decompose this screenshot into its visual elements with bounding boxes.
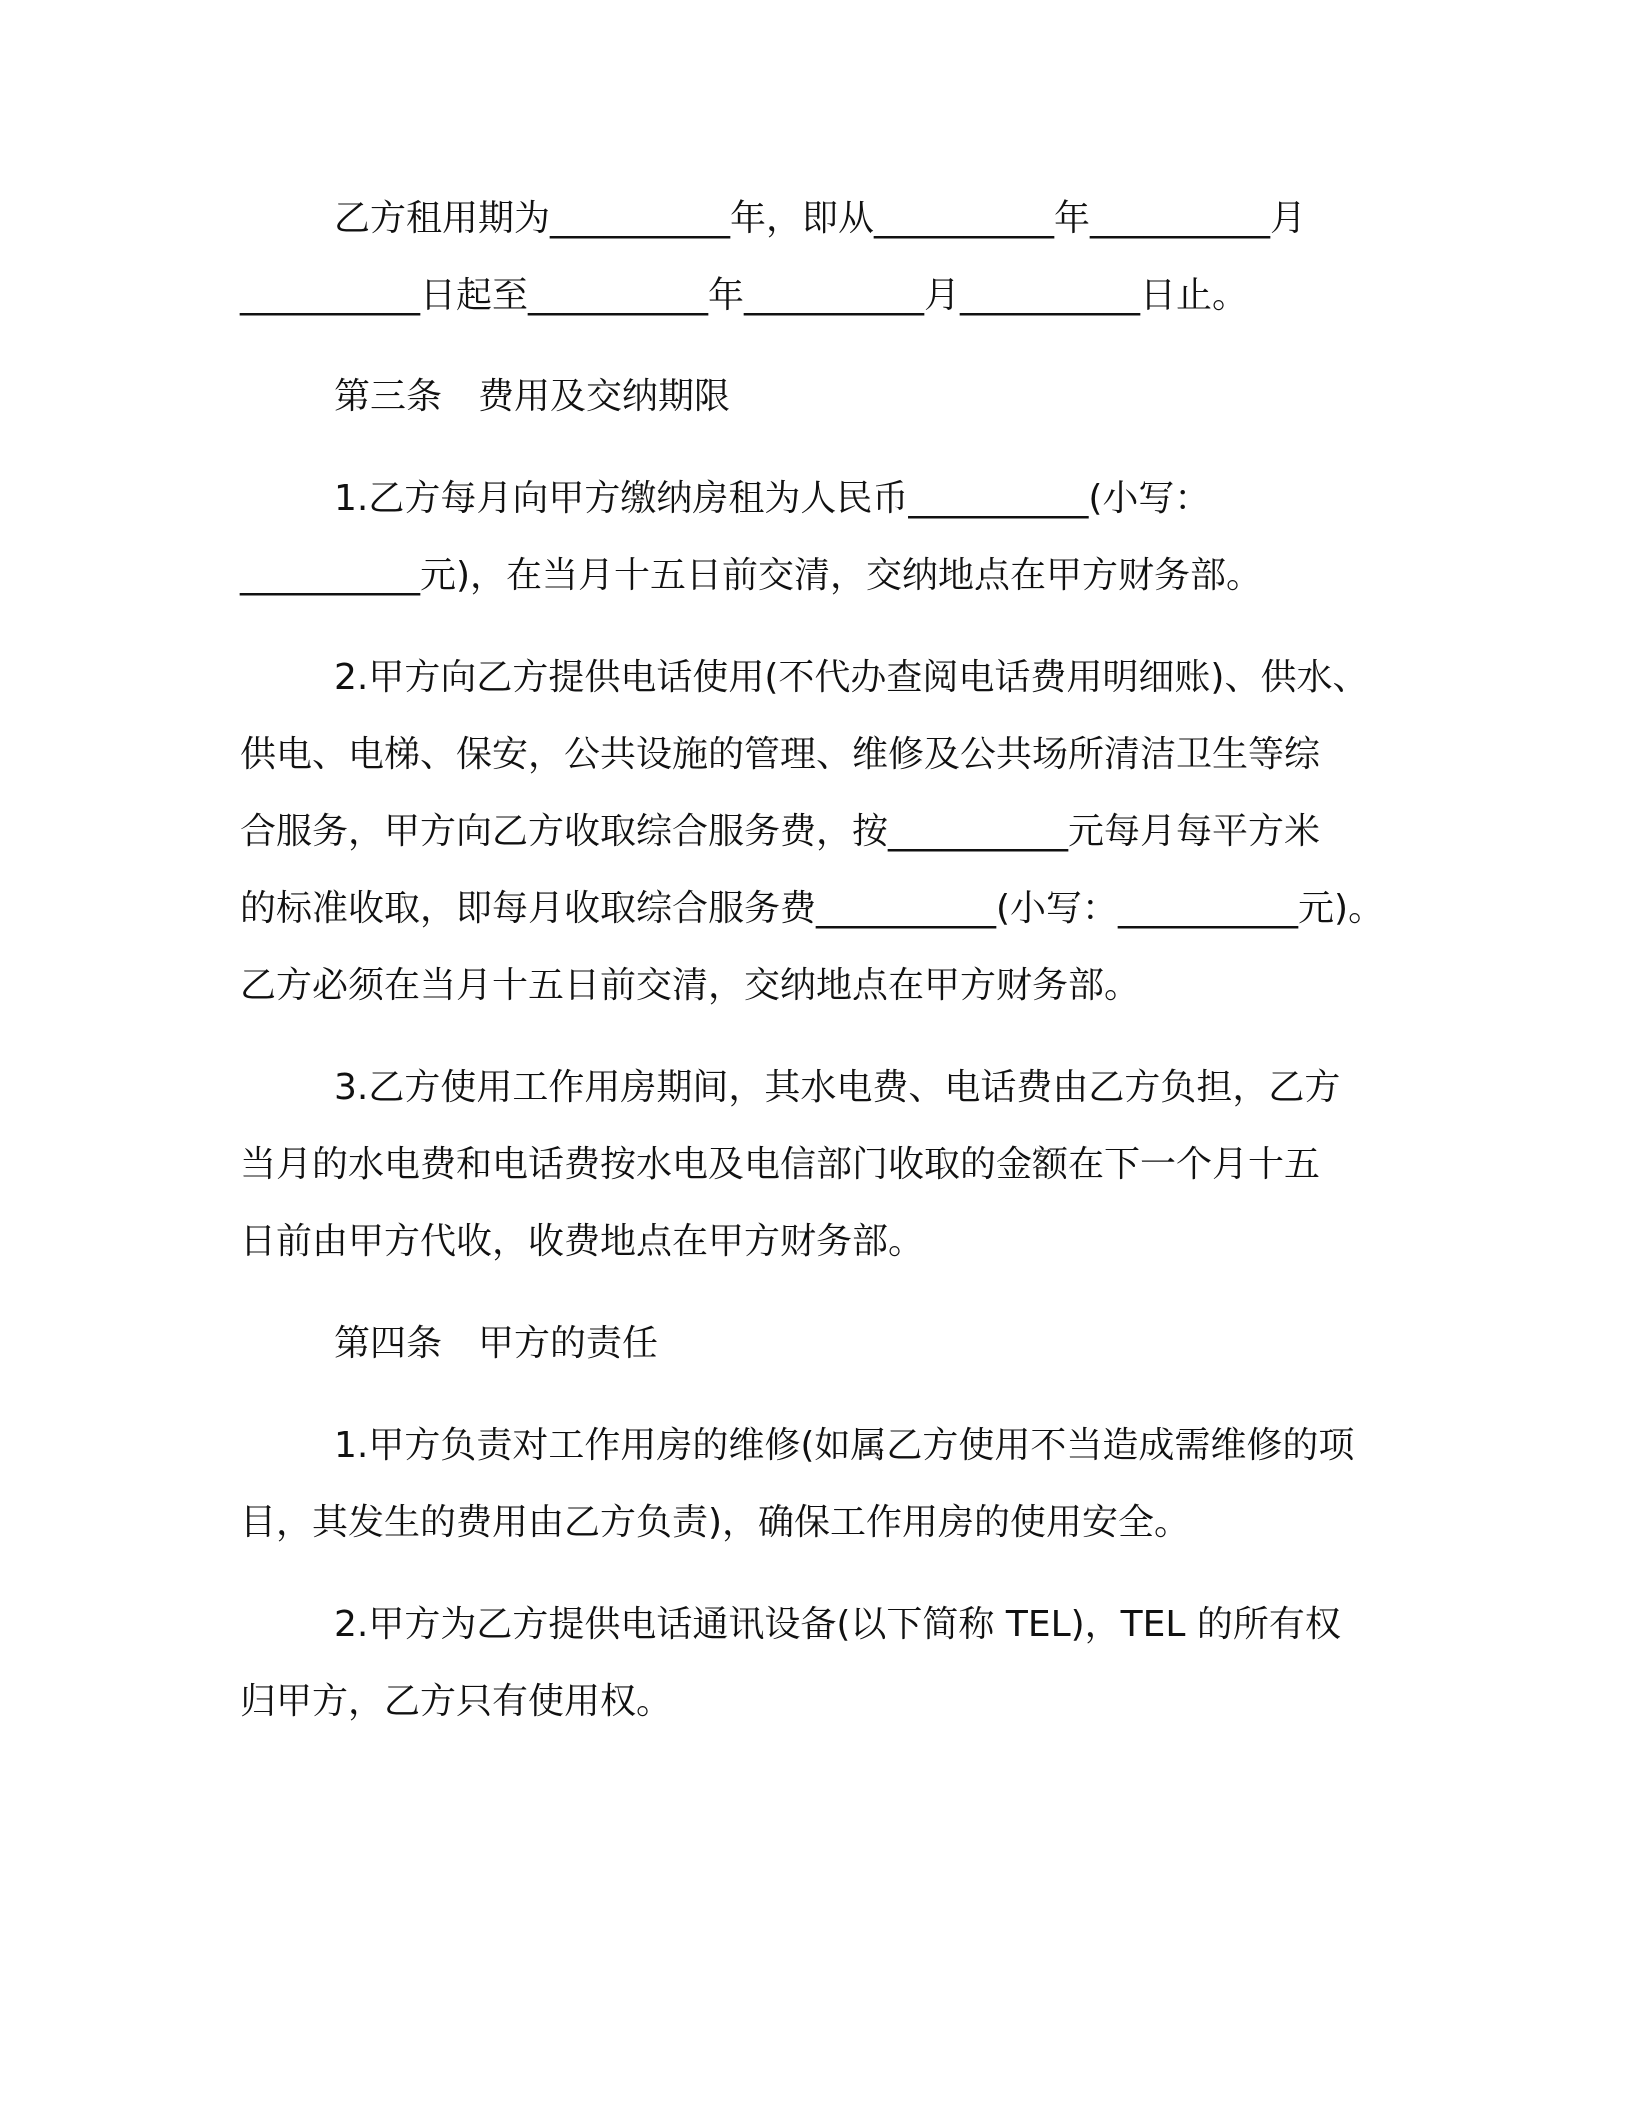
text-line: 归甲方，乙方只有使用权。 xyxy=(240,1681,673,1722)
text-line: __________元)，在当月十五日前交清，交纳地点在甲方财务部。 xyxy=(240,555,1263,596)
text-line: 2.甲方为乙方提供电话通讯设备(以下简称 TEL)，TEL 的所有权 xyxy=(334,1604,1341,1645)
text-line: 日前由甲方代收，收费地点在甲方财务部。 xyxy=(240,1221,925,1262)
text-line: __________日起至__________年__________月__________日止。 xyxy=(240,275,1249,316)
text-line: 3.乙方使用工作用房期间，其水电费、电话费由乙方负担，乙方 xyxy=(334,1067,1341,1108)
text-line: 目，其发生的费用由乙方负责)，确保工作用房的使用安全。 xyxy=(240,1502,1191,1543)
text-line: 2.甲方向乙方提供电话使用(不代办查阅电话费用明细账)、供水、 xyxy=(334,657,1369,698)
section-heading: 第三条 费用及交纳期限 xyxy=(334,376,731,417)
text-line: 当月的水电费和电话费按水电及电信部门收取的金额在下一个月十五 xyxy=(240,1144,1321,1185)
text-line: 供电、电梯、保安，公共设施的管理、维修及公共场所清洁卫生等综 xyxy=(240,734,1321,775)
text-line: 乙方租用期为__________年，即从__________年__________月 xyxy=(334,198,1307,239)
text-line: 1.乙方每月向甲方缴纳房租为人民币__________(小写： xyxy=(334,478,1211,519)
text-line: 乙方必须在当月十五日前交清，交纳地点在甲方财务部。 xyxy=(240,965,1141,1006)
text-line: 合服务，甲方向乙方收取综合服务费，按__________元每月每平方米 xyxy=(240,811,1321,852)
section-heading: 第四条 甲方的责任 xyxy=(334,1323,659,1364)
text-line: 1.甲方负责对工作用房的维修(如属乙方使用不当造成需维修的项 xyxy=(334,1425,1355,1466)
text-line: 的标准收取，即每月收取综合服务费__________(小写：__________元)。 xyxy=(240,888,1385,929)
